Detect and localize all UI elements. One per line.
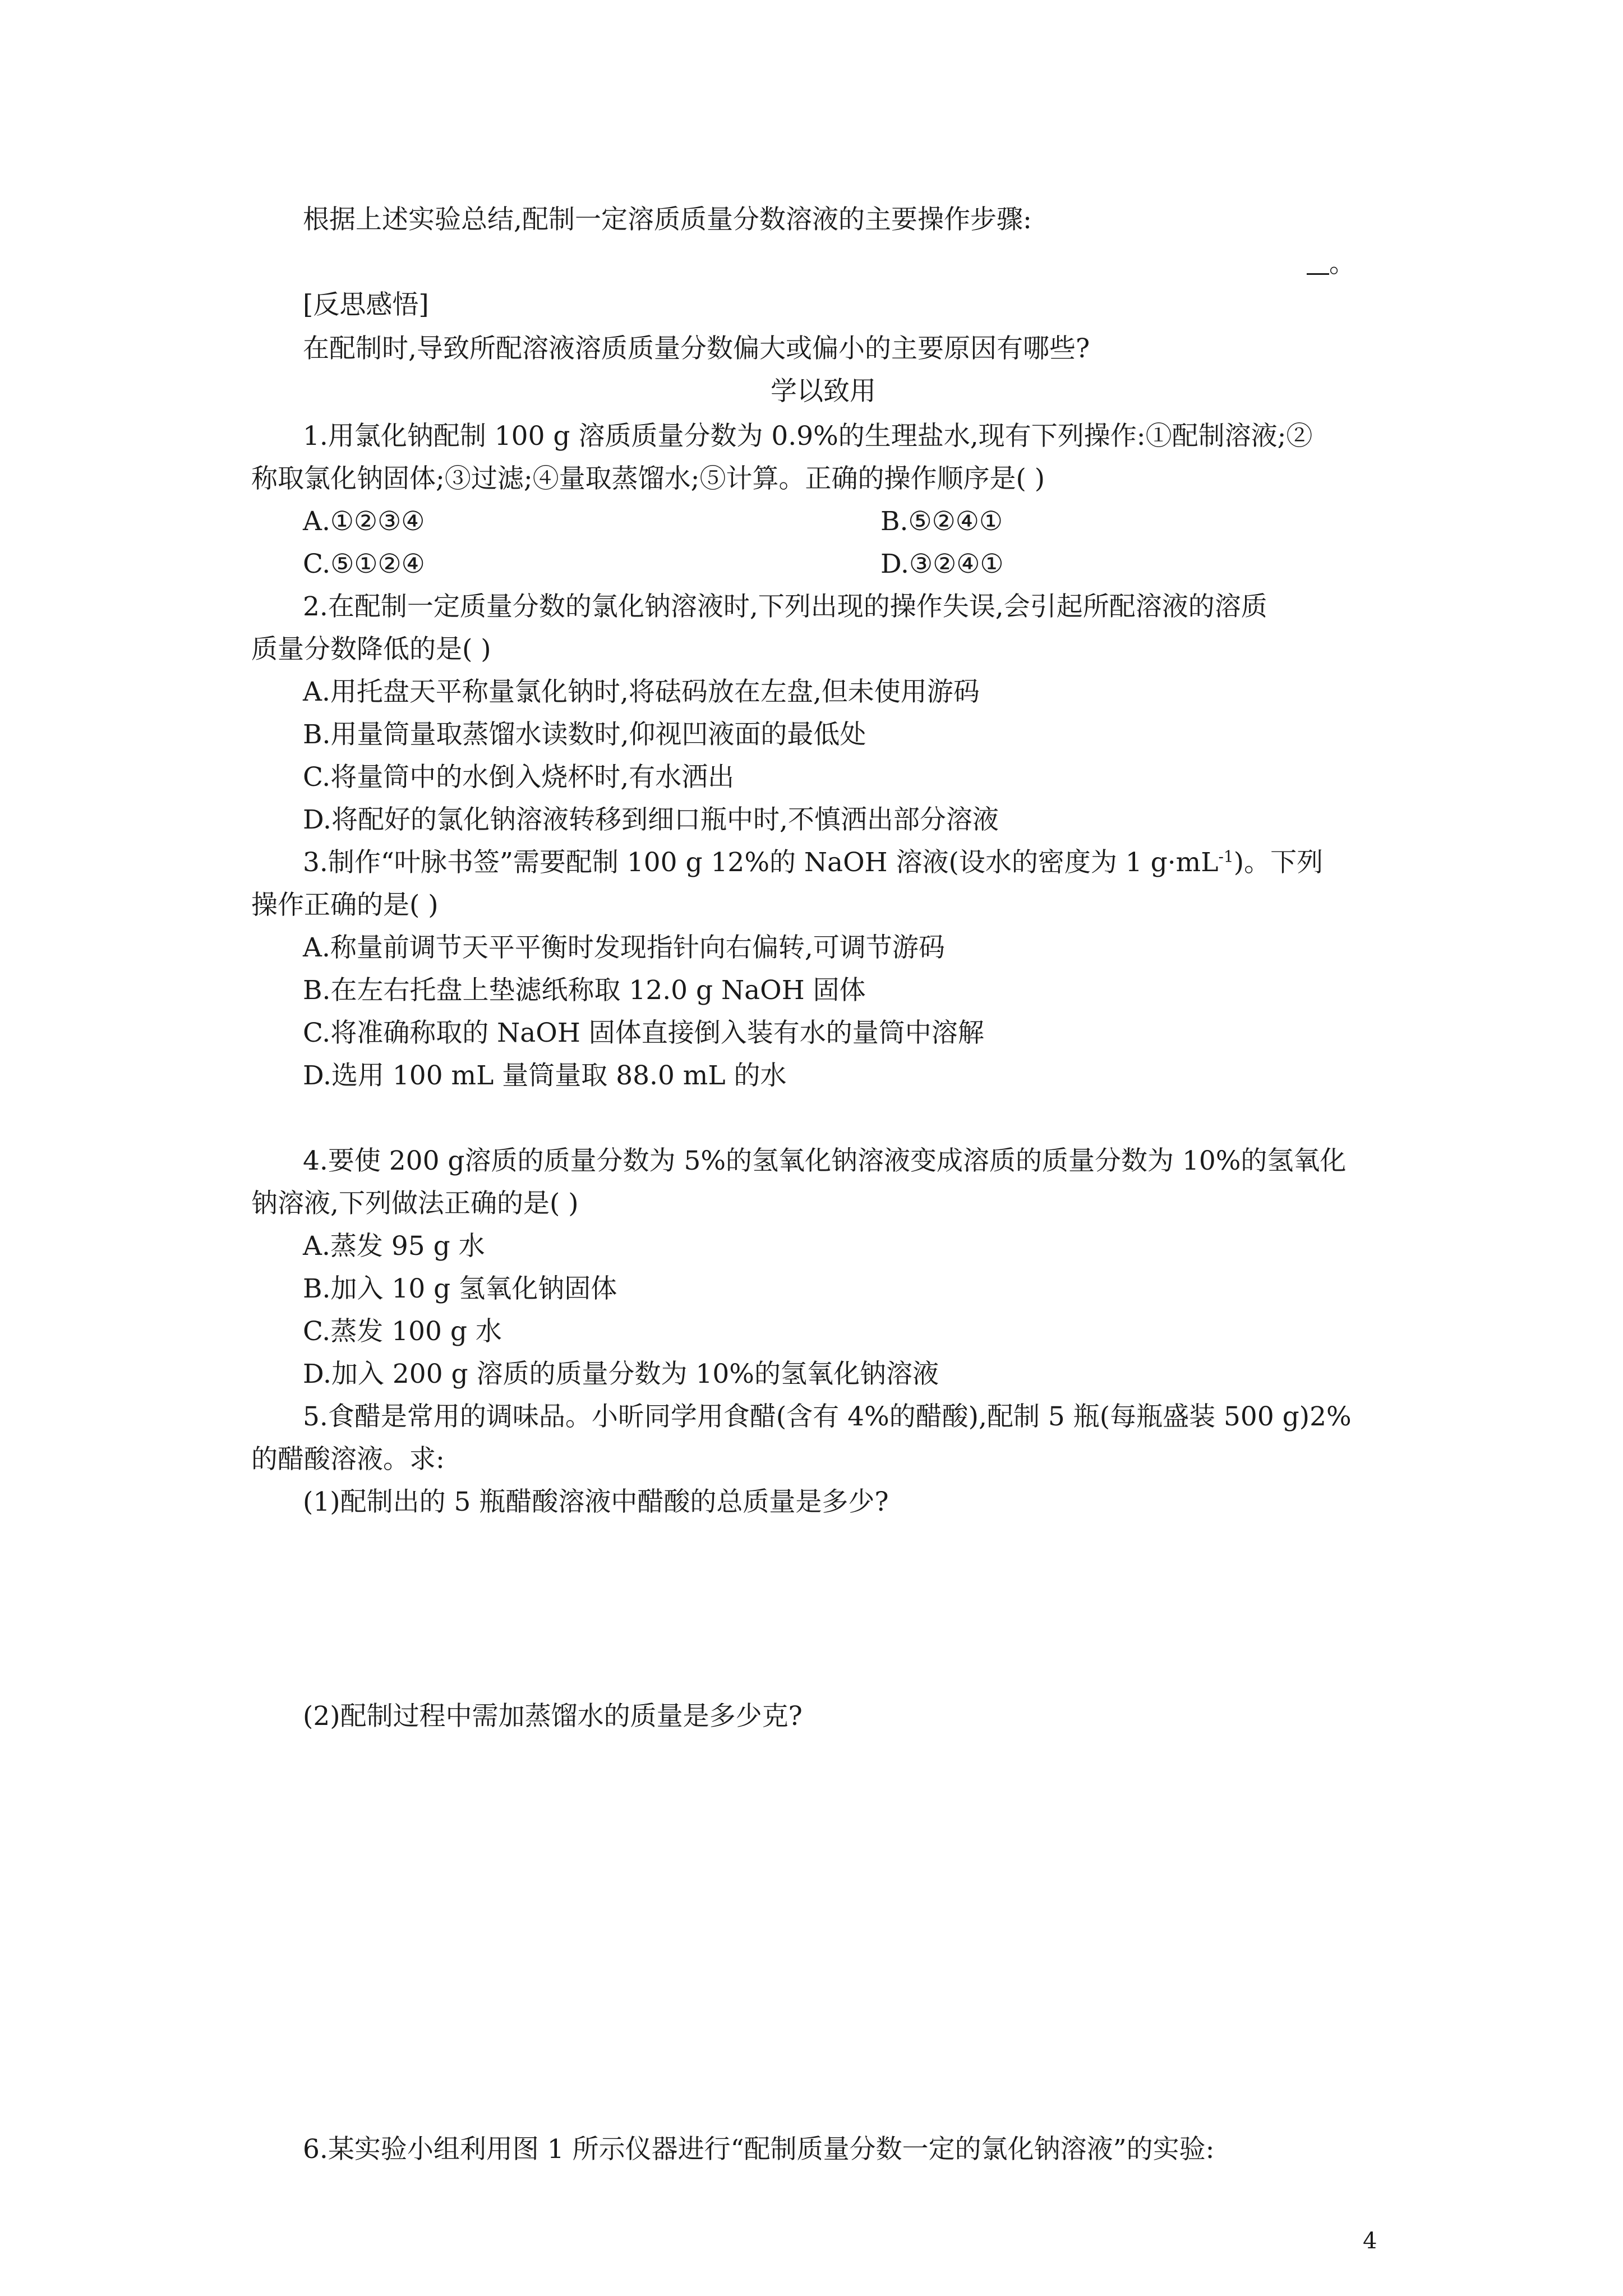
q5-sub2: (2)配制过程中需加蒸馏水的质量是多少克? bbox=[303, 1701, 803, 1732]
q5-sub2-answer-space[interactable] bbox=[251, 1739, 1395, 2019]
reflection-question: 在配制时,导致所配溶液溶质质量分数偏大或偏小的主要原因有哪些? bbox=[303, 333, 1090, 364]
q5-line1: 5.食醋是常用的调味品。小昕同学用食醋(含有 4%的醋酸),配制 5 瓶(每瓶盛装 500 g)2% bbox=[303, 1401, 1352, 1432]
q1-option-a: A.①②③④ bbox=[303, 506, 425, 537]
q1-line1: 1.用氯化钠配制 100 g 溶质质量分数为 0.9%的生理盐水,现有下列操作:①配制溶液;② bbox=[303, 421, 1313, 452]
q1-option-d: D.③②④① bbox=[880, 549, 1004, 579]
q3-option-b: B.在左右托盘上垫滤纸称取 12.0 g NaOH 固体 bbox=[303, 975, 866, 1006]
q2-option-a: A.用托盘天平称量氯化钠时,将砝码放在左盘,但未使用游码 bbox=[303, 677, 980, 707]
q3-line1 bbox=[303, 846, 1447, 880]
q4-option-b: B.加入 10 g 氢氧化钠固体 bbox=[303, 1273, 617, 1304]
q4-line1: 4.要使 200 g溶质的质量分数为 5%的氢氧化钠溶液变成溶质的质量分数为 10%的氢氧化 bbox=[303, 1145, 1347, 1176]
q5-sub1-answer-space[interactable] bbox=[251, 1526, 1395, 1694]
q5-sub1: (1)配制出的 5 瓶醋酸溶液中醋酸的总质量是多少? bbox=[303, 1487, 889, 1517]
q4-line2: 钠溶液,下列做法正确的是( ) bbox=[251, 1188, 579, 1219]
q2-line1: 2.在配制一定质量分数的氯化钠溶液时,下列出现的操作失误,会引起所配溶液的溶质 bbox=[303, 591, 1267, 622]
q1-options-row1 bbox=[303, 505, 1447, 539]
q5-line2: 的醋酸溶液。求: bbox=[251, 1444, 445, 1475]
page-number: 4 bbox=[1363, 2228, 1377, 2254]
section-title: 学以致用 bbox=[771, 376, 876, 407]
q3-line1-main: 3.制作“叶脉书签”需要配制 100 g 12%的 NaOH 溶液(设水的密度为 1 g·mL bbox=[303, 847, 1219, 878]
q4-option-a: A.蒸发 95 g 水 bbox=[303, 1231, 485, 1262]
q3-option-a: A.称量前调节天平平衡时发现指针向右偏转,可调节游码 bbox=[303, 932, 945, 963]
q3-unit-exponent: -1 bbox=[1218, 847, 1234, 866]
steps-answer-blank bbox=[1307, 247, 1355, 280]
blank-end-punctuation: 。 bbox=[1329, 248, 1355, 279]
q1-options-row2 bbox=[303, 547, 1447, 581]
q3-line2: 操作正确的是( ) bbox=[251, 890, 439, 921]
q4-option-d: D.加入 200 g 溶质的质量分数为 10%的氢氧化钠溶液 bbox=[303, 1359, 939, 1389]
q3-line1-tail: )。下列 bbox=[1233, 847, 1324, 878]
q3-option-d: D.选用 100 mL 量筒量取 88.0 mL 的水 bbox=[303, 1060, 787, 1091]
steps-prompt: 根据上述实验总结,配制一定溶质质量分数溶液的主要操作步骤: bbox=[303, 204, 1032, 235]
q1-line2: 称取氯化钠固体;③过滤;④量取蒸馏水;⑤计算。正确的操作顺序是( ) bbox=[251, 463, 1045, 494]
q1-option-b: B.⑤②④① bbox=[880, 506, 1003, 537]
answer-underline bbox=[1307, 256, 1329, 275]
q6-line1: 6.某实验小组利用图 1 所示仪器进行“配制质量分数一定的氯化钠溶液”的实验: bbox=[303, 2134, 1215, 2165]
q3-option-c: C.将准确称取的 NaOH 固体直接倒入装有水的量筒中溶解 bbox=[303, 1018, 984, 1048]
q2-option-c: C.将量筒中的水倒入烧杯时,有水洒出 bbox=[303, 762, 735, 793]
q2-option-d: D.将配好的氯化钠溶液转移到细口瓶中时,不慎洒出部分溶液 bbox=[303, 804, 999, 835]
reflection-heading: [反思感悟] bbox=[303, 289, 429, 320]
q2-option-b: B.用量筒量取蒸馏水读数时,仰视凹液面的最低处 bbox=[303, 719, 866, 750]
q4-option-c: C.蒸发 100 g 水 bbox=[303, 1316, 502, 1347]
q2-line2: 质量分数降低的是( ) bbox=[251, 634, 491, 665]
q1-option-c: C.⑤①②④ bbox=[303, 549, 425, 579]
